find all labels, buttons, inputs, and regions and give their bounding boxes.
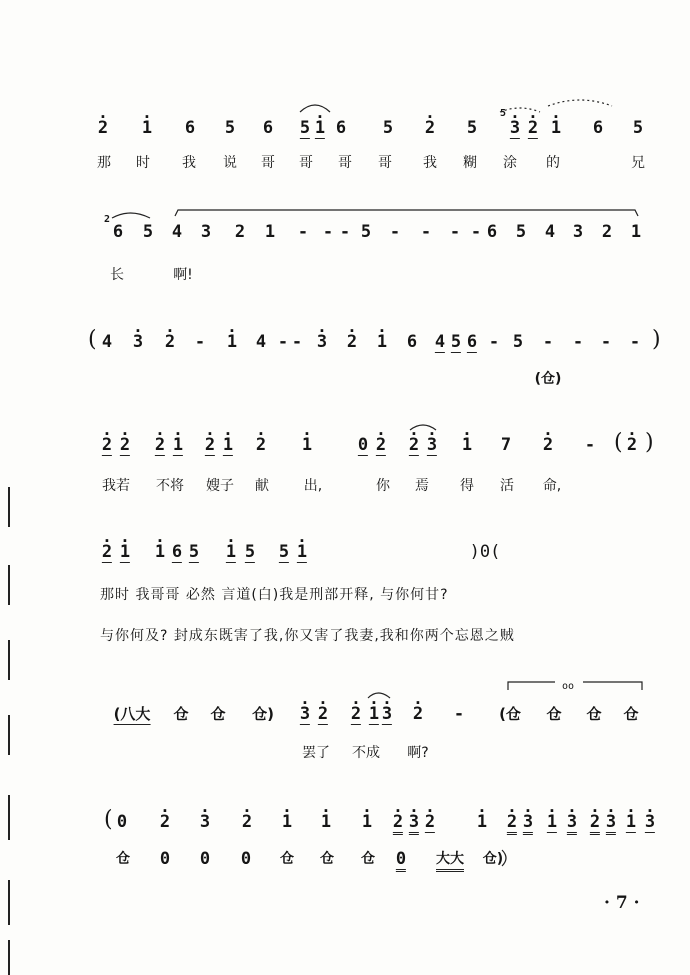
note: · 2	[351, 704, 361, 725]
note: -	[449, 222, 461, 242]
note: 5	[244, 542, 256, 562]
slur	[410, 425, 436, 430]
close-paren	[502, 850, 506, 866]
open-paren: (	[614, 430, 623, 455]
open-paren: (	[88, 327, 97, 352]
note: · 2	[165, 332, 175, 352]
note: · 3	[645, 812, 655, 833]
percussion: 大大	[436, 849, 464, 872]
note: · 1	[173, 435, 183, 456]
repeat-bracket-label: oo	[561, 681, 575, 692]
note: 6	[335, 118, 347, 138]
note: 4	[171, 222, 183, 242]
note: · 3	[510, 118, 520, 139]
note: · 2	[318, 704, 328, 725]
note: -	[584, 435, 596, 455]
note: · 1	[297, 542, 307, 563]
percussion: (仓	[499, 705, 521, 723]
lyric: 涂	[503, 155, 517, 171]
note: 4	[255, 332, 267, 352]
note: · 3	[133, 332, 143, 352]
note: 6	[171, 542, 183, 562]
percussion: 仓	[320, 851, 334, 867]
note: 5	[142, 222, 154, 242]
note: · 1	[120, 542, 130, 563]
percussion: 仓	[173, 705, 189, 723]
note: · 2	[155, 435, 165, 456]
lyric: 我	[423, 155, 437, 171]
lyric: 出,	[303, 478, 323, 494]
lyric: 长	[110, 267, 124, 283]
lyric: 献	[255, 478, 269, 494]
note: 6	[466, 332, 478, 352]
percussion: 仓	[546, 705, 562, 723]
note: -	[629, 332, 641, 352]
note: · 2	[507, 812, 517, 835]
note: 6	[486, 222, 498, 242]
note: -	[297, 222, 309, 242]
note: · 1	[369, 704, 379, 725]
note: 4	[434, 332, 446, 352]
note: · 3	[200, 812, 210, 832]
note: · 2	[627, 435, 637, 455]
note: 5	[515, 222, 527, 242]
close-paren: )	[645, 430, 654, 455]
note: 5	[278, 542, 290, 562]
lyric: 兄	[631, 155, 645, 171]
lyric: 哥	[261, 155, 275, 171]
note: -	[600, 332, 612, 352]
note: · 1	[321, 812, 331, 832]
note: -	[291, 332, 303, 352]
note: · 2	[160, 812, 170, 832]
note: 3	[572, 222, 584, 242]
note: 5	[360, 222, 372, 242]
note: · 2	[590, 812, 600, 835]
note: 5	[512, 332, 524, 352]
note: · 3	[427, 435, 437, 456]
lyric: 哥	[299, 155, 313, 171]
note: · 3	[567, 812, 577, 835]
note: · 3	[606, 812, 616, 835]
percussion: 仓)	[252, 705, 274, 723]
note: · 1	[142, 118, 152, 138]
note: · 2	[425, 812, 435, 833]
lyric: 得	[460, 478, 474, 494]
note: 5	[224, 118, 236, 138]
lyric: 时	[136, 155, 150, 171]
note: 5	[188, 542, 200, 562]
note: · 2	[120, 435, 130, 456]
note: 6	[184, 118, 196, 138]
note: · 2	[102, 435, 112, 456]
percussion: 仓	[361, 851, 375, 867]
note: -	[542, 332, 554, 352]
slur	[112, 213, 150, 218]
note: · 2	[425, 118, 435, 138]
note: -	[277, 332, 289, 352]
lyric: 啊!	[173, 267, 193, 283]
note: -	[322, 222, 334, 242]
note: -	[470, 222, 482, 242]
note: 5	[466, 118, 478, 138]
note: · 1	[302, 435, 312, 455]
repeat-bracket	[583, 682, 642, 690]
note: 1	[630, 222, 642, 242]
note: · 1	[226, 542, 236, 563]
slur	[368, 693, 390, 698]
note: · 2	[347, 332, 357, 352]
note: · 1	[315, 118, 325, 139]
lyric: 说	[223, 155, 237, 171]
note: -	[572, 332, 584, 352]
note: · 2	[393, 812, 403, 835]
percussion-tag: (仓)	[534, 371, 562, 387]
note: · 1	[551, 118, 561, 138]
note: -	[488, 332, 500, 352]
percussion: 仓	[586, 705, 602, 723]
lyric: 你	[376, 478, 390, 494]
lyric: 不将	[156, 478, 184, 494]
percussion: 0	[199, 849, 211, 869]
note: 4	[544, 222, 556, 242]
close-paren: )	[652, 327, 661, 352]
lyric: 嫂子	[206, 478, 234, 494]
note: · 1	[626, 812, 636, 833]
lyric: 那	[97, 155, 111, 171]
lyric: 哥	[338, 155, 352, 171]
lyric: 哥	[378, 155, 392, 171]
slur	[548, 100, 612, 106]
percussion: 仓	[623, 705, 639, 723]
note: · 2	[102, 542, 112, 563]
lyric: 糊	[463, 155, 477, 171]
grace-note: 2	[103, 214, 111, 225]
note: · 1	[462, 435, 472, 455]
note: 5	[450, 332, 462, 352]
sustain-line	[175, 210, 638, 216]
percussion: 仓	[280, 851, 294, 867]
lyric: 啊?	[407, 745, 429, 761]
note: 1	[264, 222, 276, 242]
note: -	[339, 222, 351, 242]
open-paren: (	[104, 807, 113, 832]
slur	[500, 108, 540, 112]
percussion: 0	[396, 849, 406, 872]
note: 4	[101, 332, 113, 352]
note: 7	[500, 435, 512, 455]
lyric: 我	[182, 155, 196, 171]
percussion: 0	[240, 849, 252, 869]
note: 6	[592, 118, 604, 138]
note: · 1	[282, 812, 292, 832]
lyric: 活	[500, 478, 514, 494]
percussion: 仓	[116, 851, 130, 867]
note: -	[453, 704, 465, 724]
note: 6	[262, 118, 274, 138]
percussion: 仓)	[482, 851, 504, 867]
note: 0	[116, 812, 128, 832]
lyrics-row-5b: 与你何及? 封成东既害了我,你又害了我妻,我和你两个忘恩之贼	[100, 628, 515, 644]
lyric: 焉	[415, 478, 429, 494]
note: 3	[200, 222, 212, 242]
note: · 1	[155, 542, 165, 562]
lyric: 命,	[542, 478, 562, 494]
lyric: 不成	[352, 745, 380, 761]
note: 6	[406, 332, 418, 352]
note: · 1	[227, 332, 237, 352]
grace-note: 5	[499, 108, 507, 119]
note: · 1	[223, 435, 233, 456]
note: · 2	[413, 704, 423, 724]
lyrics-row-5a: 那时 我哥哥 必然 言道(白)我是刑部开释, 与你何甘?	[100, 587, 449, 603]
note: 5	[632, 118, 644, 138]
note: -	[389, 222, 401, 242]
note: 5	[299, 118, 311, 138]
percussion: 0	[159, 849, 171, 869]
note: · 3	[409, 812, 419, 835]
rest-marker: )0(	[469, 542, 501, 562]
note: 0	[357, 435, 369, 455]
note: · 2	[543, 435, 553, 455]
note: · 2	[242, 812, 252, 832]
note: 5	[382, 118, 394, 138]
note: · 3	[523, 812, 533, 835]
note: · 3	[317, 332, 327, 352]
note: · 1	[362, 812, 372, 832]
note: 6	[112, 222, 124, 242]
note: · 2	[98, 118, 108, 138]
note: · 3	[382, 704, 392, 725]
note: · 2	[205, 435, 215, 456]
note: · 1	[477, 812, 487, 832]
percussion: (八大	[113, 705, 151, 723]
note: · 2	[528, 118, 538, 139]
note: · 1	[547, 812, 557, 833]
note: · 3	[300, 704, 310, 725]
note: · 2	[256, 435, 266, 455]
note: 2	[601, 222, 613, 242]
percussion: 仓	[210, 705, 226, 723]
note: -	[420, 222, 432, 242]
note: 2	[234, 222, 246, 242]
note: · 2	[376, 435, 386, 456]
lyric: 我若	[102, 478, 130, 494]
lyric: 罢了	[302, 745, 330, 761]
note: -	[194, 332, 206, 352]
slur	[300, 105, 330, 112]
page-number: · 7 ·	[604, 893, 640, 913]
note: · 2	[409, 435, 419, 456]
repeat-bracket	[508, 682, 555, 690]
note: · 1	[377, 332, 387, 352]
lyric: 的	[546, 155, 560, 171]
